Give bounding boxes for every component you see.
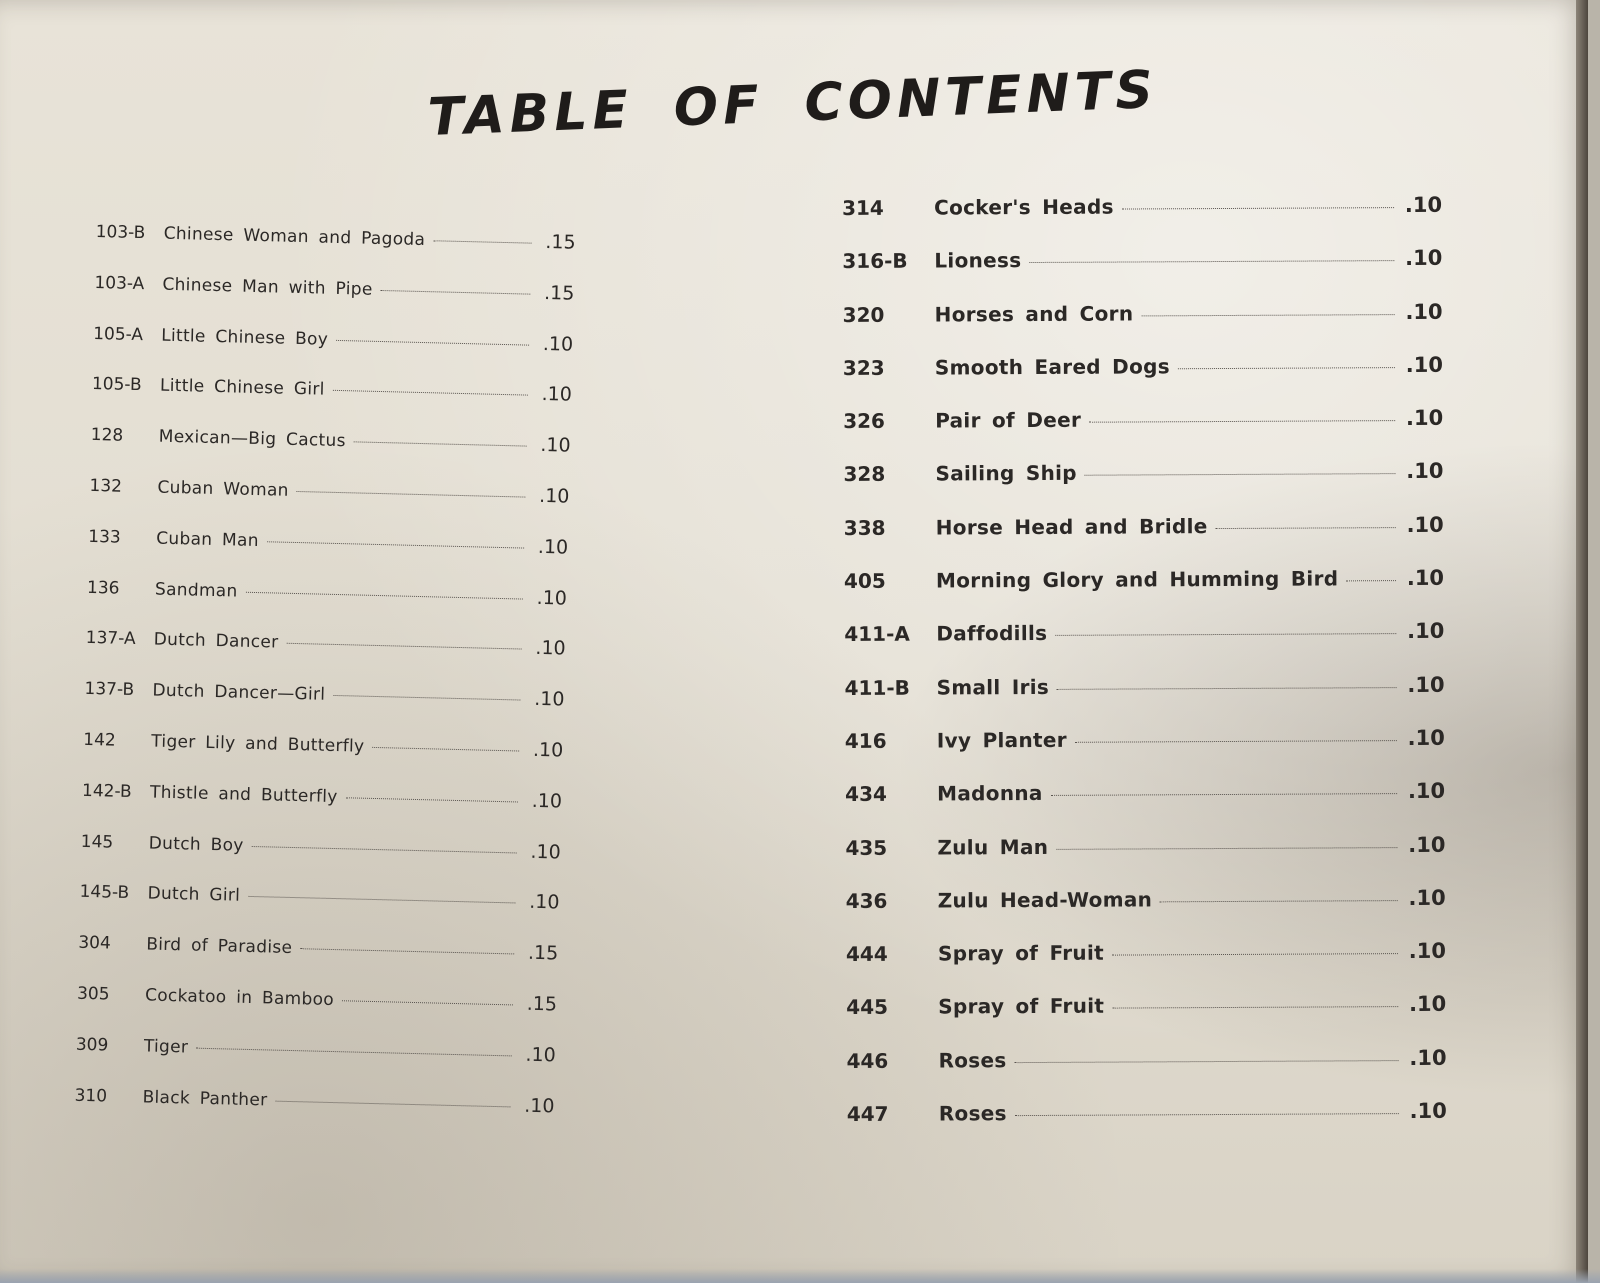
pattern-price: .10 <box>528 891 560 914</box>
pattern-number: 136 <box>86 577 120 599</box>
dot-leader <box>1029 260 1394 263</box>
pattern-number: 304 <box>78 932 112 954</box>
dot-leader <box>1015 1060 1399 1063</box>
dot-leader <box>1057 687 1397 690</box>
dot-leader <box>342 1000 513 1005</box>
dot-leader <box>381 290 531 295</box>
pattern-name: Little Chinese Girl <box>159 376 325 401</box>
pattern-number: 320 <box>842 302 885 327</box>
dot-leader <box>252 846 517 853</box>
dot-leader <box>1112 1007 1398 1009</box>
dot-leader <box>1075 740 1397 743</box>
pattern-name: Madonna <box>937 781 1043 806</box>
pattern-number: 309 <box>75 1034 109 1056</box>
contents-entry <box>74 1083 555 1146</box>
contents-entry <box>847 1099 1447 1155</box>
pattern-name: Horses and Corn <box>934 301 1134 327</box>
pattern-number: 145-B <box>79 882 130 904</box>
dot-leader <box>1122 207 1394 209</box>
pattern-number: 447 <box>846 1101 889 1127</box>
pattern-price: .10 <box>1405 406 1444 431</box>
pattern-price: .10 <box>538 484 570 508</box>
contents-entry <box>843 299 1443 355</box>
dot-leader <box>196 1047 512 1056</box>
page-edge-shadow <box>1576 0 1588 1283</box>
pattern-number: 328 <box>843 462 886 487</box>
dot-leader <box>433 240 531 243</box>
dot-leader <box>1216 527 1396 529</box>
pattern-price: .10 <box>1407 619 1445 644</box>
pattern-number: 316-B <box>842 248 908 274</box>
dot-leader <box>336 339 529 345</box>
pattern-number: 323 <box>842 355 885 380</box>
pattern-number: 338 <box>843 515 886 540</box>
pattern-name: Cuban Woman <box>157 477 289 501</box>
pattern-price: .10 <box>541 383 573 407</box>
pattern-number: 405 <box>843 568 886 594</box>
pattern-name: Ivy Planter <box>936 727 1067 753</box>
pattern-price: .15 <box>545 230 576 254</box>
pattern-name: Morning Glory and Humming Bird <box>935 566 1339 593</box>
dot-leader <box>286 643 521 650</box>
contents-entry <box>845 779 1445 835</box>
pattern-name: Small Iris <box>936 674 1050 700</box>
pattern-price: .10 <box>1409 1045 1447 1070</box>
contents-entry <box>843 406 1443 462</box>
dot-leader <box>1141 314 1394 316</box>
background-surface <box>0 1269 1600 1283</box>
pattern-name: Cocker's Heads <box>933 194 1114 220</box>
pattern-name: Chinese Woman and Pagoda <box>163 223 426 251</box>
pattern-price: .15 <box>527 941 559 965</box>
pattern-price: .10 <box>542 332 574 356</box>
pattern-name: Sailing Ship <box>935 461 1077 486</box>
pattern-number: 445 <box>846 995 889 1020</box>
contents-entry <box>846 1046 1446 1102</box>
pattern-price: .10 <box>1408 939 1447 964</box>
pattern-price: .10 <box>535 637 566 660</box>
pattern-name: Mexican—Big Cactus <box>158 426 346 452</box>
pattern-number: 444 <box>845 941 888 967</box>
contents-entry <box>845 726 1445 782</box>
pattern-price: .10 <box>1407 725 1445 751</box>
pattern-number: 142 <box>83 729 116 751</box>
pattern-price: .10 <box>531 789 563 813</box>
pattern-number: 137-B <box>84 679 135 701</box>
pattern-name: Smooth Eared Dogs <box>934 354 1170 380</box>
pattern-name: Spray of Fruit <box>937 940 1105 966</box>
dot-leader <box>1178 367 1395 369</box>
dot-leader <box>1089 420 1395 423</box>
pattern-price: .10 <box>1405 299 1443 324</box>
pattern-price: .10 <box>533 688 565 711</box>
pattern-price: .10 <box>532 738 564 762</box>
pattern-name: Tiger <box>143 1036 189 1058</box>
dot-leader <box>346 797 518 802</box>
contents-entry <box>845 673 1445 729</box>
dot-leader <box>1085 474 1396 477</box>
dot-leader <box>300 948 514 954</box>
dot-leader <box>246 591 523 599</box>
pattern-name: Daffodills <box>936 621 1048 646</box>
pattern-price: .10 <box>540 434 571 457</box>
contents-entry <box>846 939 1446 995</box>
dot-leader <box>1015 1113 1399 1116</box>
pattern-price: .10 <box>1409 1098 1447 1124</box>
pattern-name: Zulu Head-Woman <box>937 887 1153 913</box>
pattern-name: Thistle and Butterfly <box>149 782 338 807</box>
pattern-name: Lioness <box>934 248 1022 273</box>
pattern-number: 145 <box>80 831 114 853</box>
pattern-name: Zulu Man <box>937 834 1049 860</box>
pattern-price: .10 <box>536 586 568 610</box>
pattern-name: Chinese Man with Pipe <box>162 274 373 300</box>
pattern-name: Roses <box>938 1101 1007 1126</box>
pattern-name: Cockatoo in Bamboo <box>144 985 335 1010</box>
pattern-price: .10 <box>1407 779 1446 804</box>
pattern-name: Horse Head and Bridle <box>935 513 1208 540</box>
dot-leader <box>354 442 527 447</box>
pattern-price: .10 <box>525 1043 556 1067</box>
pattern-price: .10 <box>1408 992 1447 1017</box>
dot-leader <box>275 1100 510 1107</box>
pattern-number: 435 <box>845 835 888 860</box>
pattern-number: 137-A <box>85 628 136 650</box>
pattern-number: 314 <box>842 195 884 220</box>
pattern-number: 305 <box>76 983 110 1005</box>
pattern-number: 411-A <box>844 622 910 647</box>
pattern-number: 326 <box>843 408 885 434</box>
pattern-number: 416 <box>844 728 887 753</box>
dot-leader <box>248 896 515 904</box>
pattern-number: 128 <box>90 425 124 446</box>
contents-entry <box>843 459 1443 515</box>
pattern-name: Dutch Boy <box>148 833 244 856</box>
pattern-number: 310 <box>74 1085 108 1107</box>
page-title: TABLE OF CONTENTS <box>426 59 1159 148</box>
pattern-number: 436 <box>845 888 888 913</box>
pattern-name: Dutch Girl <box>147 883 241 907</box>
dot-leader <box>1112 953 1398 955</box>
pattern-name: Dutch Dancer—Girl <box>152 680 326 705</box>
pattern-name: Dutch Dancer <box>153 629 279 653</box>
pattern-price: .10 <box>1406 459 1444 484</box>
dot-leader <box>267 541 524 548</box>
pattern-price: .10 <box>1407 672 1445 697</box>
contents-right-column <box>842 193 1447 1155</box>
contents-entry <box>844 513 1444 569</box>
pattern-price: .10 <box>1405 246 1443 271</box>
pattern-number: 103-B <box>95 221 146 244</box>
pattern-price: .10 <box>1405 352 1443 377</box>
pattern-name: Spray of Fruit <box>938 994 1105 1019</box>
contents-left-column <box>74 220 576 1146</box>
dot-leader <box>372 747 519 752</box>
pattern-price: .10 <box>1408 832 1446 857</box>
pattern-number: 105-B <box>91 374 142 396</box>
pattern-price: .10 <box>1404 192 1443 218</box>
contents-entry <box>842 246 1442 302</box>
pattern-price: .15 <box>543 281 575 305</box>
dot-leader <box>1346 580 1396 581</box>
pattern-number: 411-B <box>844 675 910 700</box>
contents-entry <box>846 992 1446 1048</box>
dot-leader <box>1160 900 1398 902</box>
pattern-name: Cuban Man <box>155 528 260 551</box>
pattern-price: .10 <box>1406 512 1444 537</box>
pattern-number: 132 <box>89 475 123 497</box>
pattern-name: Sandman <box>154 579 238 602</box>
pattern-number: 434 <box>845 782 887 807</box>
pattern-name: Little Chinese Boy <box>160 325 329 350</box>
dot-leader <box>1056 847 1397 850</box>
dot-leader <box>297 491 526 498</box>
pattern-price: .10 <box>1406 565 1445 591</box>
dot-leader <box>333 390 528 396</box>
dot-leader <box>333 695 520 701</box>
pattern-number: 103-A <box>94 272 145 294</box>
pattern-price: .10 <box>524 1094 555 1118</box>
dot-leader <box>1055 633 1396 636</box>
pattern-number: 142-B <box>81 780 132 802</box>
dot-leader <box>1051 793 1397 796</box>
pattern-price: .10 <box>1408 885 1446 910</box>
pattern-name: Roses <box>938 1047 1007 1073</box>
contents-entry <box>846 886 1446 942</box>
pattern-price: .15 <box>526 992 558 1016</box>
contents-entry <box>844 619 1444 675</box>
pattern-name: Bird of Paradise <box>146 934 293 959</box>
pattern-number: 105-A <box>92 323 144 345</box>
pattern-price: .10 <box>537 535 569 559</box>
pattern-name: Tiger Lily and Butterfly <box>151 731 365 757</box>
pattern-name: Pair of Deer <box>935 407 1082 433</box>
contents-entry <box>844 566 1444 622</box>
pattern-price: .10 <box>530 840 561 864</box>
pattern-number: 133 <box>88 526 121 548</box>
contents-entry <box>843 353 1443 409</box>
contents-entry <box>845 832 1445 888</box>
contents-entry <box>842 193 1442 249</box>
pattern-number: 446 <box>846 1048 889 1073</box>
pattern-name: Black Panther <box>142 1086 268 1110</box>
